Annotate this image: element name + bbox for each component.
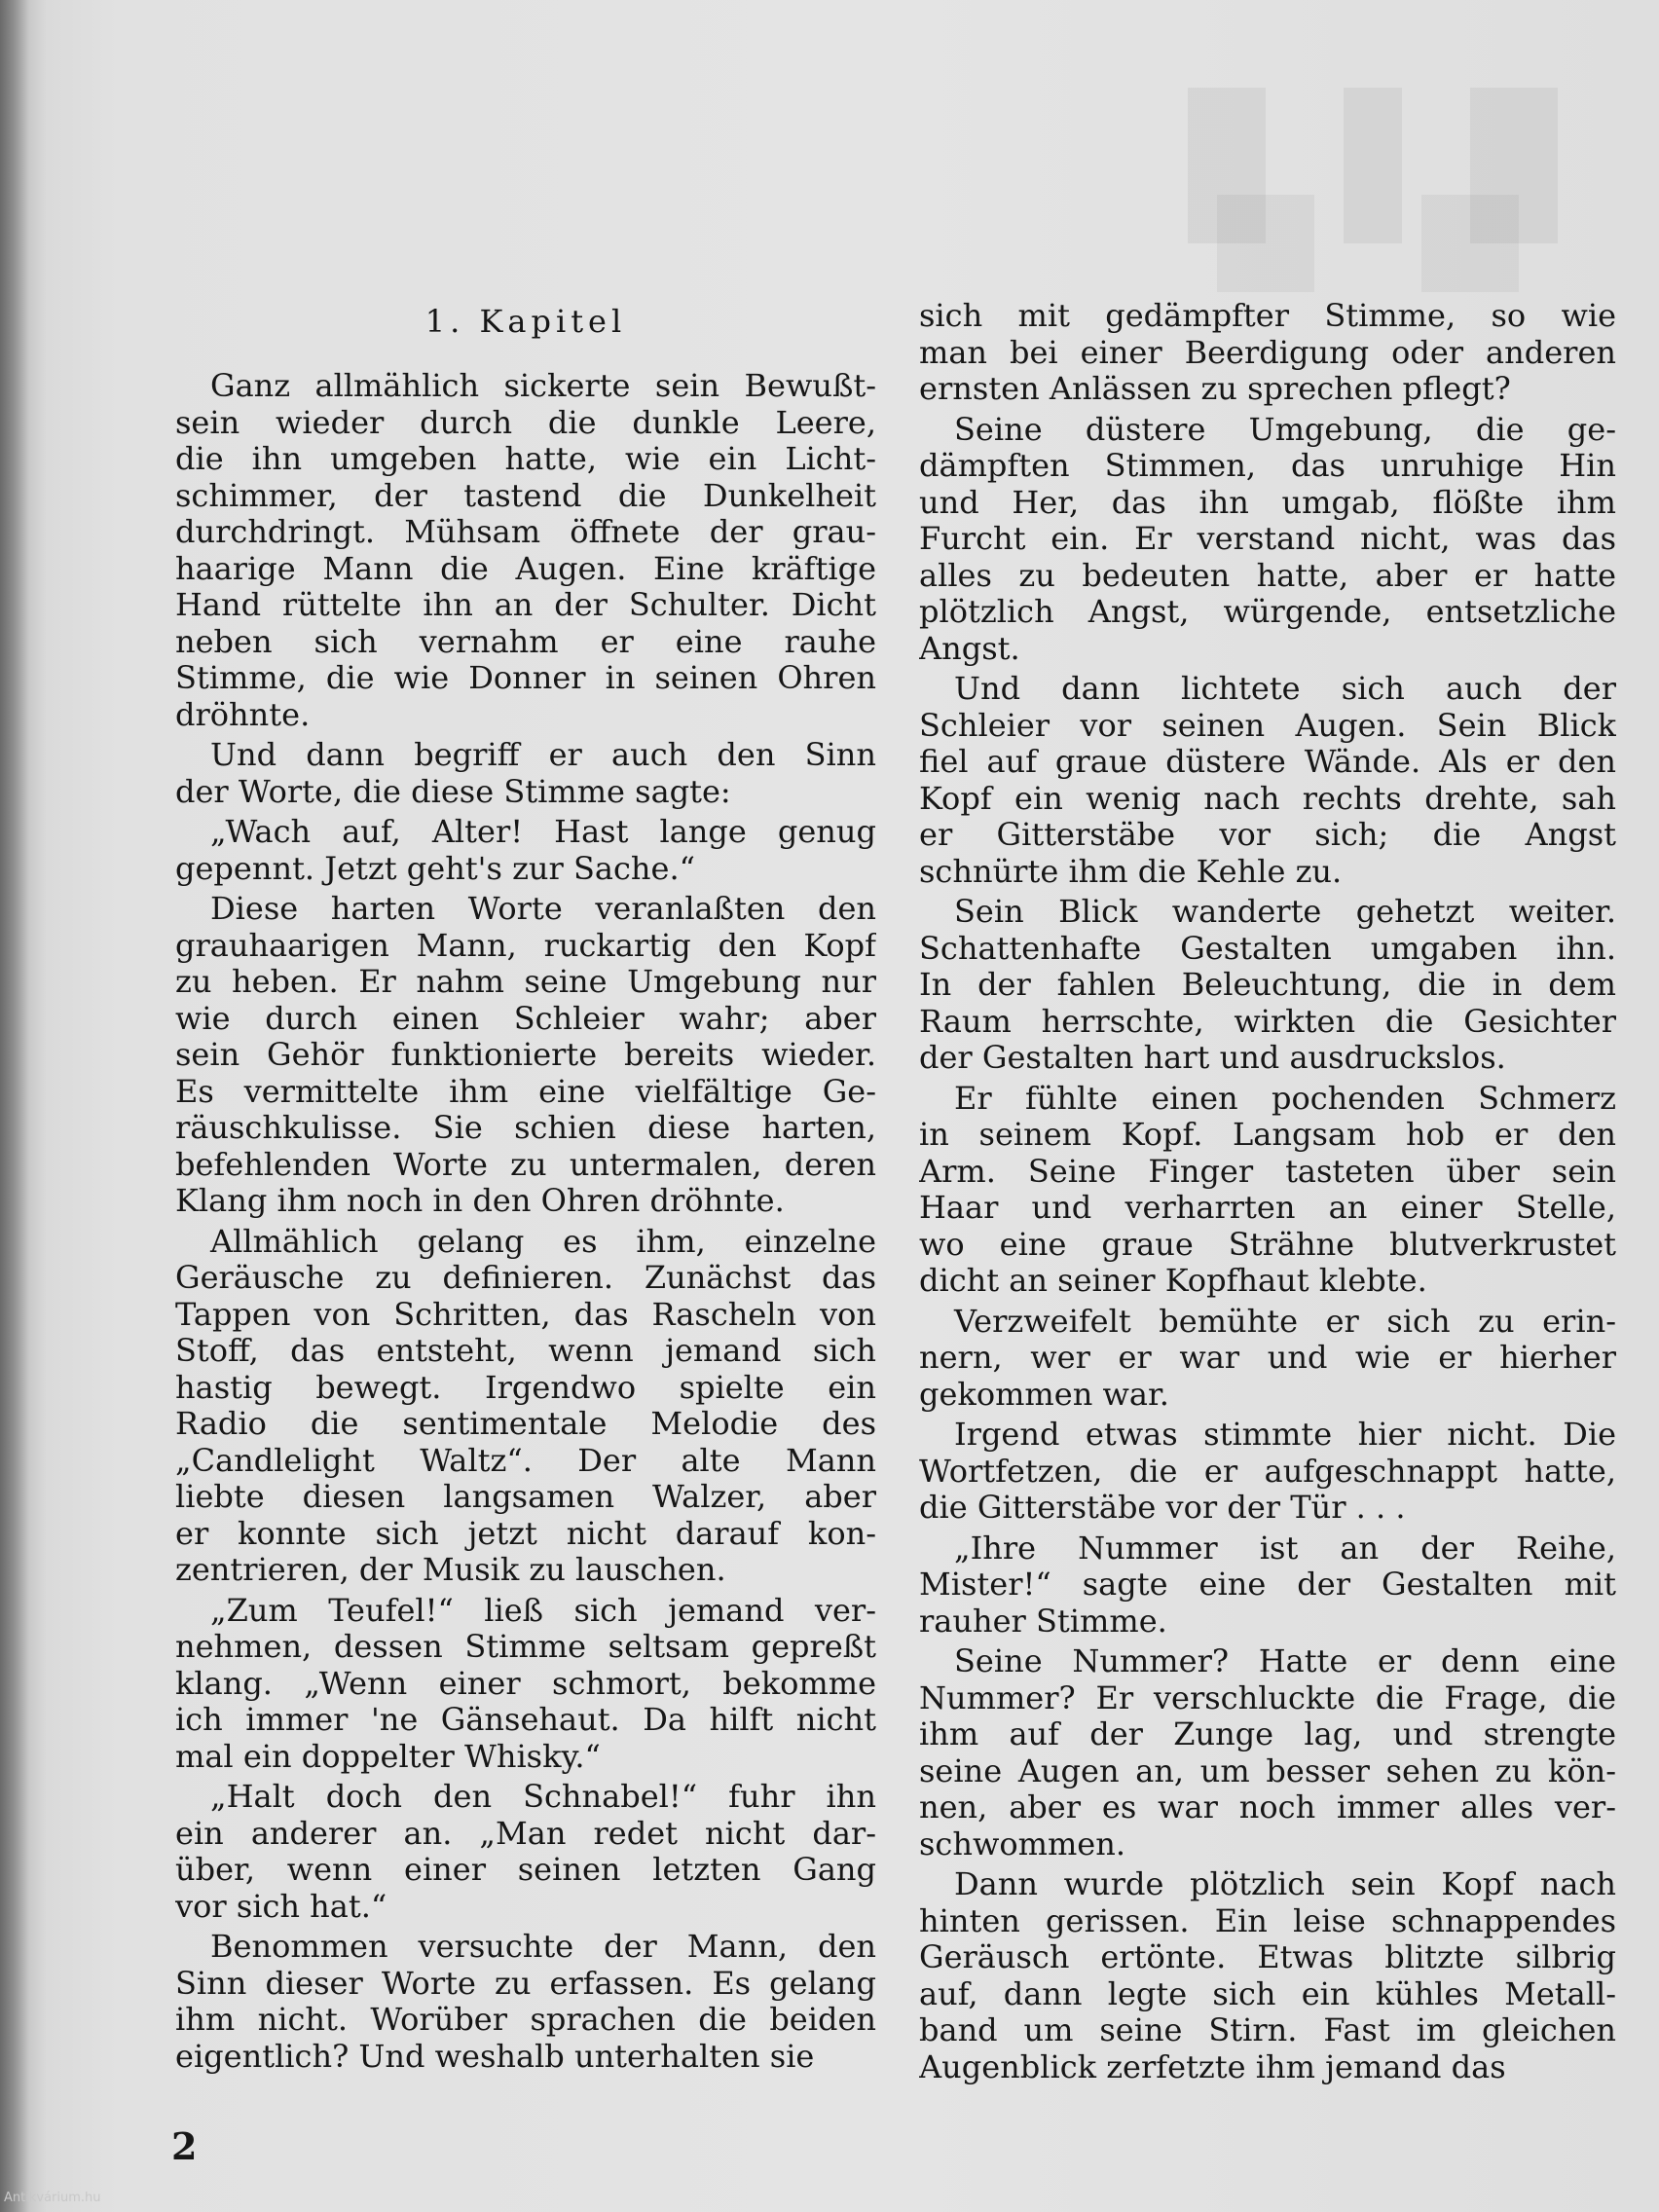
text-line: eigentlich? Und weshalb unterhalten sie [175, 2038, 815, 2075]
paragraph [175, 1224, 876, 1589]
text-line: auf, dann legte sich ein kühles Metall- [919, 1975, 1616, 2012]
text-line: Irgend etwas stimmte hier nicht. Die [954, 1417, 1616, 1453]
text-line: Sein Blick wanderte gehetzt weiter. [954, 894, 1616, 930]
text-line: alles zu bedeuten hatte, aber er hatte [919, 557, 1616, 594]
text-line: „Wach auf, Alter! Hast lange genug [210, 814, 876, 850]
text-line: sich mit gedämpfter Stimme, so wie [919, 298, 1616, 334]
text-line: sein wieder durch die dunkle Leere, [175, 404, 876, 441]
text-line: zu heben. Er nahm seine Umgebung nur [175, 964, 876, 1000]
text-line: vor sich hat.“ [175, 1888, 387, 1925]
text-line: gepennt. Jetzt geht's zur Sache.“ [175, 850, 695, 887]
text-line: Wortfetzen, die er aufgeschnappt hatte, [919, 1453, 1616, 1490]
text-line: Nummer? Er verschluckte die Frage, die [919, 1679, 1616, 1716]
text-line: durchdringt. Mühsam öffnete der grau- [175, 514, 876, 550]
text-line: grauhaarigen Mann, ruckartig den Kopf [175, 927, 876, 964]
paragraph [175, 814, 876, 887]
text-line: und Her, das ihn umgab, flößte ihm [919, 484, 1616, 521]
paragraph [175, 891, 876, 1220]
text-line: Raum herrschte, wirkten die Gesichter [919, 1003, 1616, 1040]
paragraph [919, 1417, 1616, 1527]
text-line: in seinem Kopf. Langsam hob er den [919, 1117, 1616, 1153]
paragraph [919, 412, 1616, 668]
text-line: klang. „Wenn einer schmort, bekomme [175, 1665, 876, 1702]
text-line: Furcht ein. Er verstand nicht, was das [919, 521, 1616, 557]
text-line: Seine Nummer? Hatte er denn eine [954, 1643, 1616, 1679]
text-line: Seine düstere Umgebung, die ge- [954, 411, 1616, 448]
text-line: wo eine graue Strähne blutverkrustet [919, 1226, 1616, 1263]
text-line: ein anderer an. „Man redet nicht dar- [175, 1815, 876, 1852]
text-line: band um seine Stirn. Fast im gleichen [919, 2012, 1616, 2048]
text-line: die Gitterstäbe vor der Tür . . . [919, 1490, 1406, 1526]
text-line: nern, wer er war und wie er hierher [919, 1340, 1616, 1376]
text-line: Augenblick zerfetzte ihm jemand das [919, 2048, 1506, 2085]
text-line: Stoff, das entsteht, wenn jemand sich [175, 1333, 876, 1369]
chapter-heading: 1. Kapitel [424, 303, 627, 340]
text-line: Arm. Seine Finger tasteten über sein [919, 1153, 1616, 1190]
paragraph [175, 1929, 876, 2075]
text-line: Und dann lichtete sich auch der [954, 671, 1616, 707]
text-line: Es vermittelte ihm eine vielfältige Ge- [175, 1073, 876, 1110]
paragraph [919, 1530, 1616, 1641]
text-line: schwommen. [919, 1825, 1126, 1862]
text-line: Ganz allmählich sickerte sein Bewußt- [210, 368, 876, 404]
text-line: Tappen von Schritten, das Rascheln von [175, 1296, 876, 1333]
text-line: man bei einer Beerdigung oder anderen [919, 334, 1616, 371]
text-line: Diese harten Worte veranlaßten den [210, 891, 876, 927]
text-line: „Halt doch den Schnabel!“ fuhr ihn [210, 1779, 876, 1815]
text-line: dröhnte. [175, 696, 311, 733]
text-line: hastig bewegt. Irgendwo spielte ein [175, 1369, 876, 1406]
text-line: dicht an seiner Kopfhaut klebte. [919, 1263, 1427, 1299]
text-line: Schleier vor seinen Augen. Sein Blick [919, 707, 1616, 744]
text-line: der Gestalten hart und ausdruckslos. [919, 1040, 1506, 1076]
paragraph [919, 1081, 1616, 1300]
text-line: befehlenden Worte zu untermalen, deren [175, 1146, 876, 1183]
text-line: schimmer, der tastend die Dunkelheit [175, 477, 876, 514]
text-line: er konnte sich jetzt nicht darauf kon- [175, 1515, 876, 1552]
text-line: Verzweifelt bemühte er sich zu erin- [954, 1303, 1616, 1340]
text-line: schnürte ihm die Kehle zu. [919, 853, 1343, 890]
paragraph [175, 1593, 876, 1776]
text-line: Radio die sentimentale Melodie des [175, 1406, 876, 1442]
text-line: Und dann begriff er auch den Sinn [210, 737, 876, 773]
text-line: der Worte, die diese Stimme sagte: [175, 773, 731, 810]
text-line: nehmen, dessen Stimme seltsam gepreßt [175, 1629, 876, 1665]
text-line: Hand rüttelte ihn an der Schulter. Dicht [175, 587, 876, 623]
text-line: Klang ihm noch in den Ohren dröhnte. [175, 1183, 785, 1219]
paragraph [919, 671, 1616, 890]
text-line: Haar und verharrten an einer Stelle, [919, 1190, 1616, 1226]
paragraph [919, 1643, 1616, 1862]
paragraph [919, 1304, 1616, 1414]
text-line: nen, aber es war noch immer alles ver- [919, 1789, 1616, 1825]
text-line: Geräusch ertönte. Etwas blitzte silbrig [919, 1939, 1616, 1975]
text-line: Allmählich gelang es ihm, einzelne [210, 1223, 876, 1260]
text-line: Sinn dieser Worte zu erfassen. Es gelang [175, 1965, 876, 2002]
text-line: seine Augen an, um besser sehen zu kön- [919, 1752, 1616, 1789]
text-line: dämpften Stimmen, das unruhige Hin [919, 448, 1616, 484]
text-line: rauher Stimme. [919, 1603, 1167, 1640]
paragraph [919, 298, 1616, 408]
text-line: zentrieren, der Musik zu lauschen. [175, 1552, 726, 1588]
text-line: die ihn umgeben hatte, wie ein Licht- [175, 441, 876, 477]
text-line: hinten gerissen. Ein leise schnappendes [919, 1902, 1616, 1939]
text-line: mal ein doppelter Whisky.“ [175, 1738, 601, 1775]
text-line: fiel auf graue düstere Wände. Als er den [919, 744, 1616, 780]
paragraph [919, 1866, 1616, 2085]
text-line: über, wenn einer seinen letzten Gang [175, 1852, 876, 1888]
text-line: In der fahlen Beleuchtung, die in dem [919, 967, 1616, 1003]
text-line: er Gitterstäbe vor sich; die Angst [919, 817, 1616, 853]
text-line: Schattenhafte Gestalten umgaben ihn. [919, 930, 1616, 967]
text-line: „Zum Teufel!“ ließ sich jemand ver- [210, 1592, 876, 1629]
text-line: ich immer 'ne Gänsehaut. Da hilft nicht [175, 1702, 876, 1738]
text-line: Geräusche zu definieren. Zunächst das [175, 1260, 876, 1296]
text-line: ernsten Anlässen zu sprechen pflegt? [919, 371, 1511, 407]
paragraph [919, 894, 1616, 1077]
paragraph [175, 368, 876, 733]
watermark: Antikvárium.hu [4, 2191, 101, 2205]
text-line: räuschkulisse. Sie schien diese harten, [175, 1110, 876, 1146]
text-line: neben sich vernahm er eine rauhe [175, 623, 876, 660]
text-line: Dann wurde plötzlich sein Kopf nach [954, 1866, 1616, 1902]
text-line: sein Gehör funktionierte bereits wieder. [175, 1037, 876, 1073]
text-line: haarige Mann die Augen. Eine kräftige [175, 550, 876, 587]
text-line: Kopf ein wenig nach rechts drehte, sah [919, 780, 1616, 817]
text-line: plötzlich Angst, würgende, entsetzliche [919, 594, 1616, 630]
text-line: Benommen versuchte der Mann, den [210, 1929, 876, 1965]
text-line: liebte diesen langsamen Walzer, aber [175, 1479, 876, 1515]
text-line: ihm nicht. Worüber sprachen die beiden [175, 2002, 876, 2038]
paragraph [175, 737, 876, 810]
paragraph [175, 1779, 876, 1925]
text-line: gekommen war. [919, 1376, 1169, 1413]
text-line: „Ihre Nummer ist an der Reihe, [954, 1530, 1616, 1567]
show-through-text-lower [1198, 195, 1655, 292]
text-line: Mister!“ sagte eine der Gestalten mit [919, 1567, 1616, 1603]
page-number: 2 [171, 2124, 198, 2168]
text-line: „Candlelight Waltz“. Der alte Mann [175, 1442, 876, 1479]
text-line: wie durch einen Schleier wahr; aber [175, 1000, 876, 1037]
text-line: ihm auf der Zunge lag, und strengte [919, 1716, 1616, 1752]
text-line: Stimme, die wie Donner in seinen Ohren [175, 660, 876, 696]
text-line: Angst. [919, 630, 1020, 667]
text-line: Er fühlte einen pochenden Schmerz [954, 1080, 1616, 1117]
